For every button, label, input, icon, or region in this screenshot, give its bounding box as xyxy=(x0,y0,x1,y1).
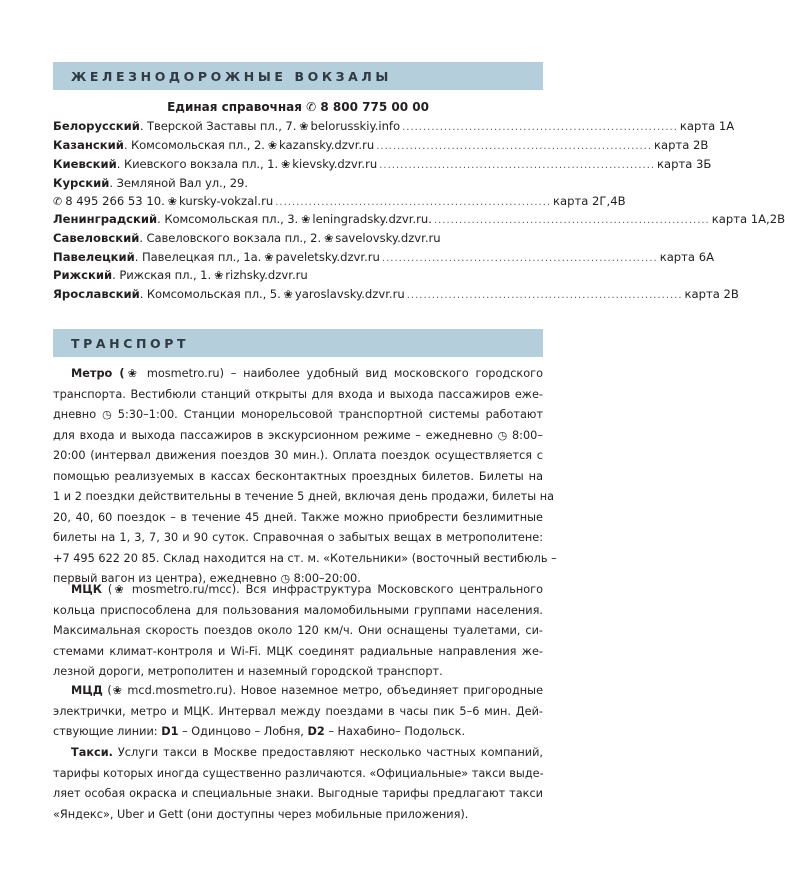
web-icon: ❀ xyxy=(112,583,126,596)
station-map-ref: карта 6А xyxy=(659,250,715,264)
station-address: . Комсомольская пл., 5. xyxy=(139,287,281,301)
phone-icon: ✆ xyxy=(53,195,63,208)
station-name: Белорусский xyxy=(53,119,140,133)
station-row-continued xyxy=(53,194,626,213)
station-name: Курский xyxy=(53,176,110,190)
metro-text: первый вагон из центра), ежедневно xyxy=(53,572,277,585)
taxi-text: Услуги такси в Москве предоставляют несколько частных компаний, xyxy=(117,746,544,759)
taxi-label: Такси. xyxy=(71,746,113,759)
web-icon: ❀ xyxy=(281,158,291,171)
metro-text: 5:30–1:00. Станции монорельсовой транспортной системы работают xyxy=(117,408,544,421)
metro-paragraph xyxy=(53,364,557,590)
web-icon: ❀ xyxy=(267,139,278,152)
station-name: Рижский xyxy=(53,268,113,282)
web-icon: ❀ xyxy=(167,195,178,208)
station-phone: 8 495 266 53 10. xyxy=(65,194,165,208)
station-row xyxy=(53,138,709,157)
station-website[interactable]: kazansky.dzvr.ru xyxy=(279,138,375,152)
station-map-ref: карта 3Б xyxy=(657,157,712,171)
railway-heading-band xyxy=(53,62,543,90)
leader-dots: .................................................................. xyxy=(402,122,678,133)
mck-text: лезной дороги, метрополитен и наземный городской транспорт. xyxy=(53,665,443,678)
clock-icon: ◷ xyxy=(280,572,291,585)
leader-dots: .................................................................. xyxy=(406,290,683,301)
station-address: . Павелецкая пл., 1а. xyxy=(134,250,262,264)
metro-text: билеты на 1, 3, 7, 30 и 90 суток. Справочная о забытых вещах в метрополитене: xyxy=(53,531,543,544)
web-icon: ❀ xyxy=(111,684,123,697)
web-icon: ❀ xyxy=(301,213,311,226)
metro-text: транспорта. Вестибюли станций открыты для входа и выхода пассажиров еже- xyxy=(53,387,543,401)
station-map-ref: карта 1А xyxy=(679,119,735,133)
web-icon: ❀ xyxy=(283,288,293,301)
station-map-ref: карта 2Г,4В xyxy=(553,194,626,208)
metro-text: 20:00 (интервал движения поездов 30 мин.). Оплата поездок осуществляется с xyxy=(53,449,543,462)
station-row xyxy=(53,212,785,231)
station-row xyxy=(53,250,715,269)
leader-dots: .................................................................. xyxy=(433,215,710,226)
taxi-text: «Яндекс», Uber и Gett (они доступны через мобильные приложения). xyxy=(53,807,469,821)
metro-text: 8:00–20:00. xyxy=(293,572,361,585)
station-website[interactable]: paveletsky.dzvr.ru xyxy=(275,250,380,264)
railway-heading: ЖЕЛЕЗНОДОРОЖНЫЕ ВОКЗАЛЫ xyxy=(71,68,392,84)
reference-line xyxy=(53,100,543,114)
station-address: . Комсомольская пл., 3. xyxy=(157,212,299,226)
station-address: . Рижская пл., 1. xyxy=(112,268,212,282)
station-name: Киевский xyxy=(53,157,117,171)
station-map-ref: карта 2В xyxy=(654,138,709,152)
station-address: . Савеловского вокзала пл., 2. xyxy=(139,231,322,245)
taxi-text: тарифы которых иногда существенно различаются. «Официальные» такси выде- xyxy=(53,766,544,780)
clock-icon: ◷ xyxy=(497,428,508,442)
mcd-label: МЦД xyxy=(71,684,103,697)
reference-label: Единая справочная xyxy=(167,100,302,114)
station-website[interactable]: belorusskiy.info xyxy=(310,119,401,133)
station-row xyxy=(53,287,739,306)
leader-dots: .................................................................. xyxy=(379,160,656,171)
station-website[interactable]: leningradsky.dzvr.ru. xyxy=(312,212,432,226)
station-row xyxy=(53,157,712,176)
mcd-line-d1: D1 xyxy=(161,725,179,738)
metro-text: 1 и 2 поездки действительны в течение 5 дней, включая день продажи, билеты на xyxy=(53,490,555,503)
station-address: . Тверской Заставы пл., 7. xyxy=(139,119,297,133)
phone-icon: ✆ xyxy=(306,100,317,114)
station-map-ref: карта 1А,2В xyxy=(711,212,785,226)
transport-heading: ТРАНСПОРТ xyxy=(71,335,190,351)
reference-phone: 8 800 775 00 00 xyxy=(320,100,429,114)
station-name: Савеловский xyxy=(53,231,140,245)
metro-text: 8:00– xyxy=(511,428,544,442)
station-row xyxy=(53,119,735,138)
mck-text: стемами климат-контроля и Wi-Fi. МЦК соединят радиальные направления же- xyxy=(53,644,543,658)
station-website[interactable]: kievsky.dzvr.ru xyxy=(292,157,378,171)
transport-heading-band xyxy=(53,329,543,357)
web-icon: ❀ xyxy=(299,120,309,133)
web-icon: ❀ xyxy=(264,251,274,264)
station-website[interactable]: kursky-vokzal.ru xyxy=(179,194,274,208)
web-icon: ❀ xyxy=(324,232,334,245)
station-address: . Земляной Вал ул., 29. xyxy=(109,176,248,190)
taxi-text: ляет особая окраска и специальные знаки. Выгодные тарифы предлагают такси xyxy=(53,787,543,800)
metro-label: Метро ( xyxy=(71,367,125,380)
mcd-line-d2: D2 xyxy=(307,725,325,738)
station-address: . Комсомольская пл., 2. xyxy=(123,138,265,152)
station-name: Ленинградский xyxy=(53,212,158,226)
station-website[interactable]: savelovsky.dzvr.ru xyxy=(335,231,441,245)
station-row xyxy=(53,231,543,250)
station-address: . Киевского вокзала пл., 1. xyxy=(116,157,279,171)
station-map-ref: карта 2В xyxy=(684,287,739,301)
station-website[interactable]: yaroslavsky.dzvr.ru xyxy=(294,287,405,301)
mck-text: mosmetro.ru/mcc). Вся инфраструктура Московского центрального xyxy=(131,583,544,596)
mcd-text: электрички, метро и МЦК. Интервал между поездами в часы пик 5–6 мин. Дей- xyxy=(53,704,543,718)
metro-text: mosmetro.ru) – наиболее удобный вид московского городского xyxy=(146,367,543,380)
web-icon: ❀ xyxy=(124,367,141,380)
mck-paragraph: МЦК (❀ mosmetro.ru/mcc). Вся инфраструктура Московского центрального кольца приспособлена для пользования маломобильными группами населения. Максимальная скорость поездов около 120 км/ч. Они оснащены туалетами, си- стемами климат-контроля и Wi-Fi. МЦК соединят радиальные направления же- лезной дороги, метрополитен и наземный городской транспорт. xyxy=(53,580,543,683)
leader-dots: .................................................................. xyxy=(381,253,658,264)
station-name: Павелецкий xyxy=(53,250,135,264)
web-icon: ❀ xyxy=(214,269,224,282)
taxi-paragraph xyxy=(53,743,543,825)
metro-text: 20, 40, 60 поездок – в течение 45 дней. Также можно приобрести безлимитные xyxy=(53,510,543,524)
mcd-text: mcd.mosmetro.ru). Новое наземное метро, объединяет пригородные xyxy=(127,684,544,697)
leader-dots: .................................................................. xyxy=(275,197,552,208)
metro-text: +7 495 622 20 85. Склад находится на ст. м. «Котельники» (восточный вестибюль – xyxy=(53,551,557,565)
station-name: Ярославский xyxy=(53,287,140,301)
metro-text: помощью реализуемых в кассах бесконтактных проездных билетов. Билеты на xyxy=(53,469,543,483)
station-website[interactable]: rizhsky.dzvr.ru xyxy=(225,268,308,282)
mck-text: кольца приспособлена для пользования маломобильными группами населения. xyxy=(53,603,543,617)
mck-text: Максимальная скорость поездов около 120 км/ч. Они оснащены туалетами, си- xyxy=(53,624,543,637)
metro-text: для входа и выхода пассажиров в экскурсионном режиме – ежедневно xyxy=(53,428,493,442)
station-row xyxy=(53,176,543,195)
station-row xyxy=(53,268,543,287)
clock-icon: ◷ xyxy=(102,408,112,421)
metro-text: дневно xyxy=(53,408,97,421)
mck-label: МЦК xyxy=(71,583,102,596)
mcd-paragraph: МЦД (❀ mcd.mosmetro.ru). Новое наземное метро, объединяет пригородные электрички, метро и МЦК. Интервал между поездами в часы пик 5–6 мин. Дей- ствующие линии: D1 – Одинцово – Лобня, D2 – Нахабино– Подольск. xyxy=(53,684,544,738)
station-name: Казанский xyxy=(53,138,124,152)
leader-dots: .................................................................. xyxy=(376,141,653,152)
